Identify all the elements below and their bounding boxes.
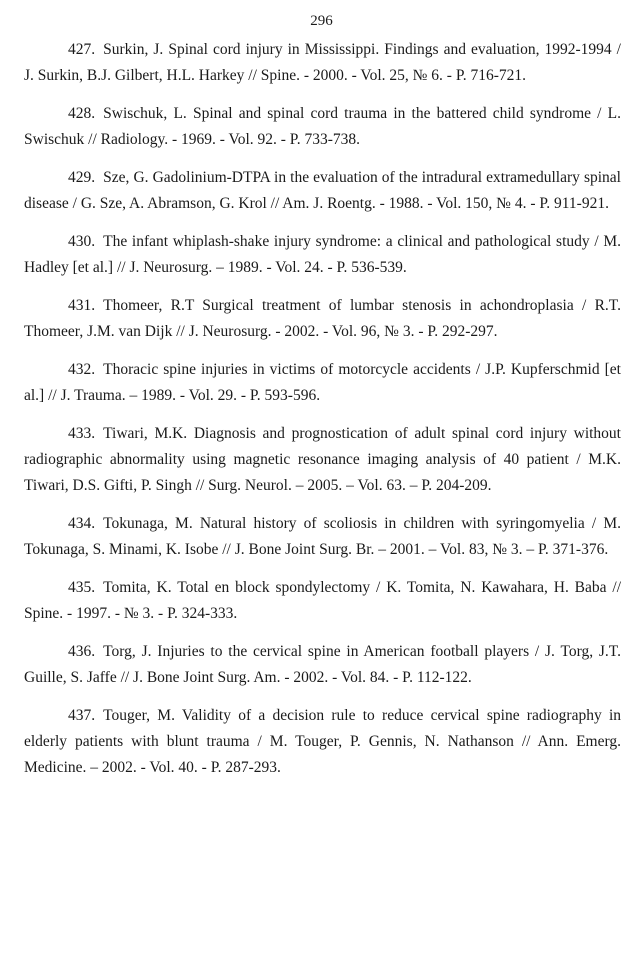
page-number: 296 [310,13,333,29]
reference-number: 427. [68,41,96,58]
reference-text: Tokunaga, M. Natural history of scoliosis in children with syringomyelia / M. Tokunaga, S. Minami, K. Isobe // J. Bone Joint Surg. Br. – 2001. – Vol. 83, № 3. – P. 371-376. [24,515,621,558]
reference-number: 432. [68,361,96,378]
reference-item [24,511,621,563]
reference-text: Sze, G. Gadolinium-DTPA in the evaluation of the intradural extramedullary spinal disease / G. Sze, A. Abramson, G. Krol // Am. J. Roentg. - 1988. - Vol. 150, № 4. - P. 911-921. [24,169,621,212]
reference-text: The infant whiplash-shake injury syndrome: a clinical and pathological study / M. Hadley [et al.] // J. Neurosurg. – 1989. - Vol. 24. - P. 536-539. [24,233,621,276]
reference-number: 433. [68,425,96,442]
reference-number: 429. [68,169,96,186]
reference-number: 435. [68,579,96,596]
reference-text: Surkin, J. Spinal cord injury in Mississippi. Findings and evaluation, 1992-1994 / J. Surkin, B.J. Gilbert, H.L. Harkey // Spine. - 2000. - Vol. 25, № 6. - P. 716-721. [24,41,621,84]
reference-text: Tomita, K. Total en block spondylectomy / K. Tomita, N. Kawahara, H. Baba // Spine. - 1997. - № 3. - P. 324-333. [24,579,621,622]
reference-item [24,37,621,89]
reference-number: 431. [68,297,96,314]
reference-item [24,101,621,153]
reference-number: 437. [68,707,96,724]
reference-text: Torg, J. Injuries to the cervical spine in American football players / J. Torg, J.T. Guille, S. Jaffe // J. Bone Joint Surg. Am. - 2002. - Vol. 84. - P. 112-122. [24,643,621,686]
reference-list [24,37,621,793]
reference-item [24,639,621,691]
reference-item [24,357,621,409]
reference-text: Swischuk, L. Spinal and spinal cord trauma in the battered child syndrome / L. Swischuk // Radiology. - 1969. - Vol. 92. - P. 733-738. [24,105,621,148]
reference-number: 436. [68,643,96,660]
reference-item [24,421,621,499]
reference-item [24,293,621,345]
reference-text: Thoracic spine injuries in victims of motorcycle accidents / J.P. Kupferschmid [et al.] // J. Trauma. – 1989. - Vol. 29. - P. 593-596. [24,361,621,404]
reference-text: Touger, M. Validity of a decision rule to reduce cervical spine radiography in elderly patients with blunt trauma / M. Touger, P. Gennis, N. Nathanson // Ann. Emerg. Medicine. – 2002. - Vol. 40. - P. 287-293. [24,707,621,776]
reference-item [24,703,621,781]
reference-text: Thomeer, R.T Surgical treatment of lumbar stenosis in achondroplasia / R.T. Thomeer, J.M. van Dijk // J. Neurosurg. - 2002. - Vol. 96, № 3. - P. 292-297. [24,297,621,340]
reference-item [24,165,621,217]
reference-number: 428. [68,105,96,122]
reference-number: 434. [68,515,96,532]
reference-item [24,229,621,281]
reference-number: 430. [68,233,96,250]
reference-text: Tiwari, M.K. Diagnosis and prognostication of adult spinal cord injury without radiographic abnormality using magnetic resonance imaging analysis of 40 patient / M.K. Tiwari, D.S. Gifti, P. Singh // Surg. Neurol. – 2005. – Vol. 63. – P. 204-209. [24,425,621,494]
reference-item [24,575,621,627]
